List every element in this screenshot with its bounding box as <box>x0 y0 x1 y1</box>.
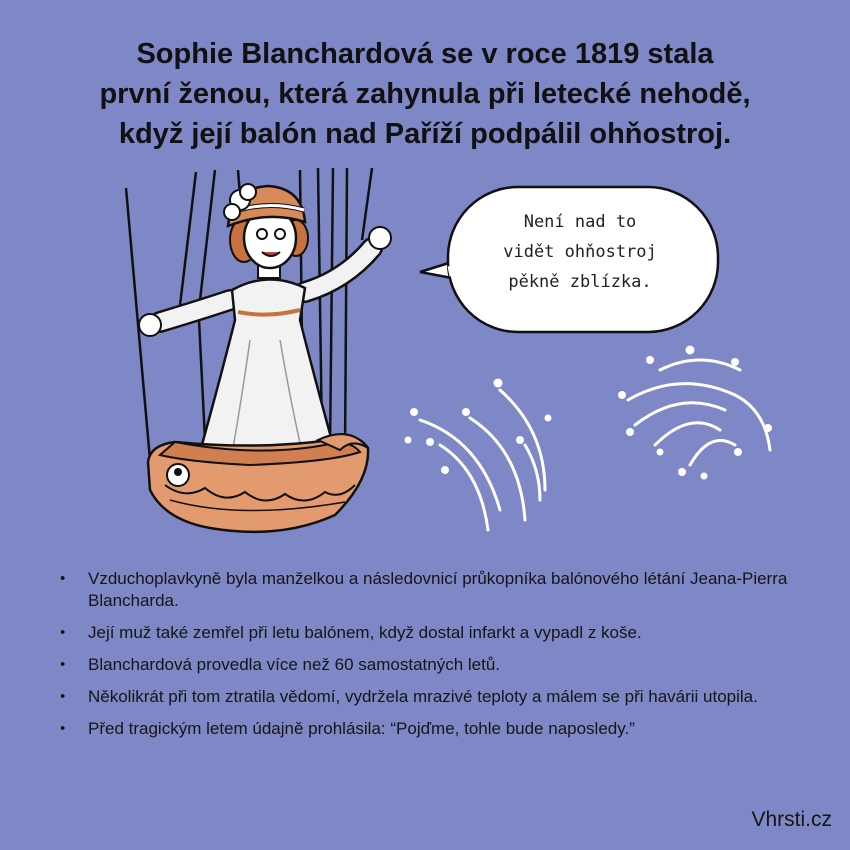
speech-line-1: Není nad to <box>523 212 637 232</box>
headline <box>40 34 810 154</box>
fireworks-icon <box>420 360 770 530</box>
headline-line-1: Sophie Blanchardová se v roce 1819 stala <box>136 38 714 70</box>
speech-line-2: vidět ohňostroj <box>503 242 657 262</box>
speech-line-3: pěkně zblízka. <box>508 272 652 292</box>
brand-logo-text: Vhrsti.cz <box>751 808 832 831</box>
speech-bubble-text <box>455 207 705 297</box>
illustration <box>0 150 850 560</box>
fact-item: • Její muž také zemřel při letu balónem, když dostal infarkt a vypadl z koše. <box>60 622 800 644</box>
fact-item: • Několikrát při tom ztratila vědomí, vydržela mrazivé teploty a málem se při havárii utopila. <box>60 686 800 708</box>
facts-list <box>60 568 800 750</box>
woman-in-balloon-gondola-icon <box>139 184 391 470</box>
headline-line-2: první ženou, která zahynula při letecké nehodě, <box>99 78 751 110</box>
balloon-gondola-icon <box>148 434 368 532</box>
headline-line-3: když její balón nad Paříží podpálil ohňostroj. <box>118 118 732 150</box>
fact-item: • Blanchardová provedla více než 60 samostatných letů. <box>60 654 800 676</box>
fact-item: • Před tragickým letem údajně prohlásila: “Pojďme, tohle bude naposledy.” <box>60 718 800 740</box>
fact-item: • Vzduchoplavkyně byla manželkou a následovnicí průkopníka balónového létání Jeana-Pierra Blancharda. <box>60 568 800 612</box>
